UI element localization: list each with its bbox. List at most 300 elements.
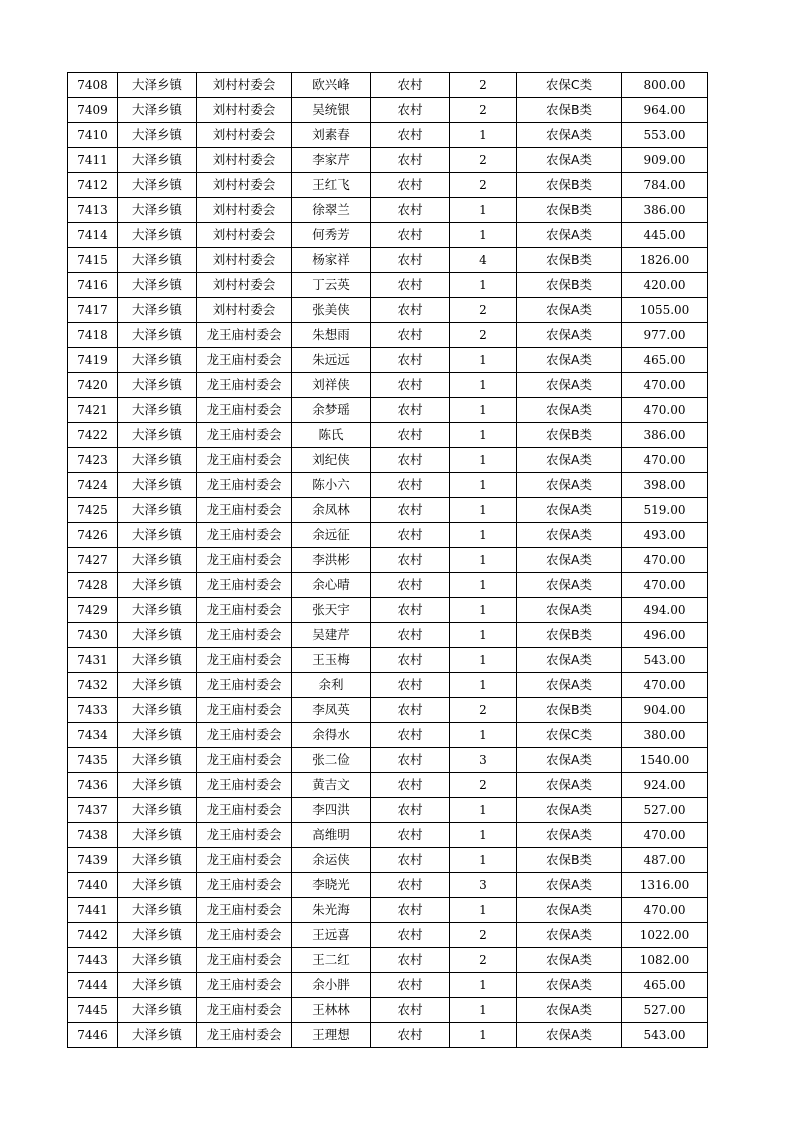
household-count-cell: 1 (450, 523, 517, 548)
area-type-cell: 农村 (371, 648, 450, 673)
table-body (68, 73, 708, 1048)
table-row (68, 648, 708, 673)
household-count-cell: 2 (450, 298, 517, 323)
insurance-category-cell: 农保C类 (517, 73, 622, 98)
amount-cell: 386.00 (622, 198, 708, 223)
township-cell: 大泽乡镇 (118, 198, 197, 223)
village-committee-cell: 龙王庙村委会 (197, 473, 292, 498)
record-number-cell: 7412 (68, 173, 118, 198)
record-number-cell: 7438 (68, 823, 118, 848)
area-type-cell: 农村 (371, 498, 450, 523)
amount-cell: 527.00 (622, 798, 708, 823)
insurance-category-cell: 农保B类 (517, 623, 622, 648)
person-name-cell: 张美侠 (292, 298, 371, 323)
table-row (68, 98, 708, 123)
village-committee-cell: 龙王庙村委会 (197, 523, 292, 548)
record-number-cell: 7430 (68, 623, 118, 648)
table-row (68, 498, 708, 523)
household-count-cell: 1 (450, 848, 517, 873)
amount-cell: 1540.00 (622, 748, 708, 773)
person-name-cell: 刘素春 (292, 123, 371, 148)
village-committee-cell: 刘村村委会 (197, 198, 292, 223)
area-type-cell: 农村 (371, 848, 450, 873)
household-count-cell: 2 (450, 173, 517, 198)
village-committee-cell: 刘村村委会 (197, 148, 292, 173)
amount-cell: 470.00 (622, 373, 708, 398)
insurance-category-cell: 农保A类 (517, 123, 622, 148)
household-count-cell: 2 (450, 148, 517, 173)
table-row (68, 673, 708, 698)
person-name-cell: 王理想 (292, 1023, 371, 1048)
area-type-cell: 农村 (371, 398, 450, 423)
person-name-cell: 王林林 (292, 998, 371, 1023)
village-committee-cell: 龙王庙村委会 (197, 798, 292, 823)
amount-cell: 398.00 (622, 473, 708, 498)
amount-cell: 784.00 (622, 173, 708, 198)
insurance-category-cell: 农保A类 (517, 573, 622, 598)
table-row (68, 998, 708, 1023)
person-name-cell: 余梦瑶 (292, 398, 371, 423)
table-row (68, 73, 708, 98)
person-name-cell: 吴建芹 (292, 623, 371, 648)
insurance-category-cell: 农保A类 (517, 473, 622, 498)
township-cell: 大泽乡镇 (118, 748, 197, 773)
amount-cell: 909.00 (622, 148, 708, 173)
amount-cell: 904.00 (622, 698, 708, 723)
household-count-cell: 1 (450, 348, 517, 373)
household-count-cell: 1 (450, 398, 517, 423)
table-row (68, 748, 708, 773)
amount-cell: 470.00 (622, 673, 708, 698)
record-number-cell: 7440 (68, 873, 118, 898)
insurance-category-cell: 农保B类 (517, 273, 622, 298)
insurance-category-cell: 农保A类 (517, 748, 622, 773)
person-name-cell: 朱远远 (292, 348, 371, 373)
township-cell: 大泽乡镇 (118, 998, 197, 1023)
household-count-cell: 1 (450, 473, 517, 498)
household-count-cell: 1 (450, 798, 517, 823)
record-number-cell: 7418 (68, 323, 118, 348)
person-name-cell: 刘祥侠 (292, 373, 371, 398)
table-row (68, 448, 708, 473)
area-type-cell: 农村 (371, 223, 450, 248)
amount-cell: 977.00 (622, 323, 708, 348)
area-type-cell: 农村 (371, 273, 450, 298)
township-cell: 大泽乡镇 (118, 248, 197, 273)
record-number-cell: 7413 (68, 198, 118, 223)
area-type-cell: 农村 (371, 698, 450, 723)
person-name-cell: 朱想雨 (292, 323, 371, 348)
area-type-cell: 农村 (371, 348, 450, 373)
insurance-category-cell: 农保B类 (517, 848, 622, 873)
insurance-category-cell: 农保A类 (517, 1023, 622, 1048)
township-cell: 大泽乡镇 (118, 548, 197, 573)
record-number-cell: 7427 (68, 548, 118, 573)
record-number-cell: 7443 (68, 948, 118, 973)
table-row (68, 898, 708, 923)
table-row (68, 148, 708, 173)
table-row (68, 548, 708, 573)
insurance-category-cell: 农保B类 (517, 248, 622, 273)
insurance-category-cell: 农保A类 (517, 998, 622, 1023)
township-cell: 大泽乡镇 (118, 473, 197, 498)
village-committee-cell: 龙王庙村委会 (197, 998, 292, 1023)
area-type-cell: 农村 (371, 98, 450, 123)
household-count-cell: 1 (450, 648, 517, 673)
insurance-category-cell: 农保A类 (517, 323, 622, 348)
insurance-category-cell: 农保A类 (517, 773, 622, 798)
area-type-cell: 农村 (371, 823, 450, 848)
record-number-cell: 7410 (68, 123, 118, 148)
amount-cell: 487.00 (622, 848, 708, 873)
record-number-cell: 7439 (68, 848, 118, 873)
area-type-cell: 农村 (371, 598, 450, 623)
table-row (68, 573, 708, 598)
area-type-cell: 农村 (371, 323, 450, 348)
insurance-category-cell: 农保A类 (517, 348, 622, 373)
table-row (68, 798, 708, 823)
person-name-cell: 余凤林 (292, 498, 371, 523)
record-number-cell: 7445 (68, 998, 118, 1023)
insurance-category-cell: 农保A类 (517, 398, 622, 423)
village-committee-cell: 龙王庙村委会 (197, 548, 292, 573)
table-row (68, 198, 708, 223)
township-cell: 大泽乡镇 (118, 1023, 197, 1048)
household-count-cell: 1 (450, 373, 517, 398)
township-cell: 大泽乡镇 (118, 523, 197, 548)
person-name-cell: 余心晴 (292, 573, 371, 598)
village-committee-cell: 刘村村委会 (197, 223, 292, 248)
amount-cell: 465.00 (622, 348, 708, 373)
area-type-cell: 农村 (371, 523, 450, 548)
area-type-cell: 农村 (371, 573, 450, 598)
household-count-cell: 1 (450, 673, 517, 698)
insurance-category-cell: 农保B类 (517, 198, 622, 223)
household-count-cell: 3 (450, 748, 517, 773)
village-committee-cell: 龙王庙村委会 (197, 973, 292, 998)
area-type-cell: 农村 (371, 448, 450, 473)
person-name-cell: 王远喜 (292, 923, 371, 948)
area-type-cell: 农村 (371, 298, 450, 323)
person-name-cell: 丁云英 (292, 273, 371, 298)
household-count-cell: 1 (450, 448, 517, 473)
person-name-cell: 余运侠 (292, 848, 371, 873)
table-row (68, 823, 708, 848)
township-cell: 大泽乡镇 (118, 773, 197, 798)
table-row (68, 923, 708, 948)
township-cell: 大泽乡镇 (118, 298, 197, 323)
person-name-cell: 李家芹 (292, 148, 371, 173)
village-committee-cell: 龙王庙村委会 (197, 423, 292, 448)
household-count-cell: 4 (450, 248, 517, 273)
table-row (68, 973, 708, 998)
township-cell: 大泽乡镇 (118, 273, 197, 298)
table-row (68, 848, 708, 873)
record-number-cell: 7424 (68, 473, 118, 498)
village-committee-cell: 刘村村委会 (197, 248, 292, 273)
amount-cell: 386.00 (622, 423, 708, 448)
person-name-cell: 何秀芳 (292, 223, 371, 248)
table-row (68, 248, 708, 273)
village-committee-cell: 刘村村委会 (197, 73, 292, 98)
person-name-cell: 余远征 (292, 523, 371, 548)
township-cell: 大泽乡镇 (118, 323, 197, 348)
area-type-cell: 农村 (371, 673, 450, 698)
area-type-cell: 农村 (371, 123, 450, 148)
table-row (68, 523, 708, 548)
record-number-cell: 7432 (68, 673, 118, 698)
amount-cell: 1082.00 (622, 948, 708, 973)
record-number-cell: 7416 (68, 273, 118, 298)
village-committee-cell: 刘村村委会 (197, 273, 292, 298)
amount-cell: 543.00 (622, 1023, 708, 1048)
table-row (68, 323, 708, 348)
person-name-cell: 高维明 (292, 823, 371, 848)
township-cell: 大泽乡镇 (118, 723, 197, 748)
record-number-cell: 7420 (68, 373, 118, 398)
amount-cell: 1826.00 (622, 248, 708, 273)
record-number-cell: 7426 (68, 523, 118, 548)
household-count-cell: 2 (450, 948, 517, 973)
township-cell: 大泽乡镇 (118, 648, 197, 673)
township-cell: 大泽乡镇 (118, 923, 197, 948)
household-count-cell: 2 (450, 773, 517, 798)
table-row (68, 873, 708, 898)
township-cell: 大泽乡镇 (118, 423, 197, 448)
table-row (68, 223, 708, 248)
record-number-cell: 7414 (68, 223, 118, 248)
amount-cell: 527.00 (622, 998, 708, 1023)
household-count-cell: 1 (450, 723, 517, 748)
village-committee-cell: 龙王庙村委会 (197, 398, 292, 423)
person-name-cell: 杨家祥 (292, 248, 371, 273)
village-committee-cell: 龙王庙村委会 (197, 498, 292, 523)
household-count-cell: 2 (450, 73, 517, 98)
household-count-cell: 1 (450, 223, 517, 248)
township-cell: 大泽乡镇 (118, 823, 197, 848)
village-committee-cell: 龙王庙村委会 (197, 623, 292, 648)
person-name-cell: 陈氏 (292, 423, 371, 448)
record-number-cell: 7421 (68, 398, 118, 423)
insurance-category-cell: 农保A类 (517, 823, 622, 848)
record-number-cell: 7411 (68, 148, 118, 173)
amount-cell: 800.00 (622, 73, 708, 98)
person-name-cell: 王二红 (292, 948, 371, 973)
household-count-cell: 2 (450, 323, 517, 348)
person-name-cell: 张二俭 (292, 748, 371, 773)
township-cell: 大泽乡镇 (118, 373, 197, 398)
record-number-cell: 7446 (68, 1023, 118, 1048)
table-row (68, 948, 708, 973)
township-cell: 大泽乡镇 (118, 123, 197, 148)
person-name-cell: 余小胖 (292, 973, 371, 998)
insurance-category-cell: 农保B类 (517, 423, 622, 448)
record-number-cell: 7435 (68, 748, 118, 773)
township-cell: 大泽乡镇 (118, 98, 197, 123)
township-cell: 大泽乡镇 (118, 873, 197, 898)
village-committee-cell: 龙王庙村委会 (197, 448, 292, 473)
record-number-cell: 7425 (68, 498, 118, 523)
area-type-cell: 农村 (371, 748, 450, 773)
household-count-cell: 3 (450, 873, 517, 898)
record-number-cell: 7444 (68, 973, 118, 998)
amount-cell: 543.00 (622, 648, 708, 673)
insurance-category-cell: 农保A类 (517, 673, 622, 698)
village-committee-cell: 龙王庙村委会 (197, 573, 292, 598)
village-committee-cell: 龙王庙村委会 (197, 598, 292, 623)
record-number-cell: 7442 (68, 923, 118, 948)
village-committee-cell: 龙王庙村委会 (197, 873, 292, 898)
record-number-cell: 7429 (68, 598, 118, 623)
township-cell: 大泽乡镇 (118, 73, 197, 98)
village-committee-cell: 刘村村委会 (197, 123, 292, 148)
household-count-cell: 1 (450, 998, 517, 1023)
household-count-cell: 1 (450, 123, 517, 148)
village-committee-cell: 龙王庙村委会 (197, 323, 292, 348)
township-cell: 大泽乡镇 (118, 448, 197, 473)
village-committee-cell: 龙王庙村委会 (197, 723, 292, 748)
household-count-cell: 1 (450, 623, 517, 648)
person-name-cell: 刘纪侠 (292, 448, 371, 473)
insurance-category-cell: 农保A类 (517, 898, 622, 923)
household-count-cell: 2 (450, 923, 517, 948)
table-row (68, 298, 708, 323)
area-type-cell: 农村 (371, 198, 450, 223)
amount-cell: 1055.00 (622, 298, 708, 323)
amount-cell: 1022.00 (622, 923, 708, 948)
record-number-cell: 7437 (68, 798, 118, 823)
village-committee-cell: 龙王庙村委会 (197, 1023, 292, 1048)
township-cell: 大泽乡镇 (118, 673, 197, 698)
insurance-category-cell: 农保A类 (517, 548, 622, 573)
township-cell: 大泽乡镇 (118, 573, 197, 598)
person-name-cell: 陈小六 (292, 473, 371, 498)
insurance-category-cell: 农保B类 (517, 698, 622, 723)
insurance-category-cell: 农保A类 (517, 298, 622, 323)
person-name-cell: 黄吉文 (292, 773, 371, 798)
record-number-cell: 7433 (68, 698, 118, 723)
amount-cell: 380.00 (622, 723, 708, 748)
table-row (68, 698, 708, 723)
amount-cell: 470.00 (622, 398, 708, 423)
person-name-cell: 李洪彬 (292, 548, 371, 573)
village-committee-cell: 龙王庙村委会 (197, 348, 292, 373)
household-count-cell: 1 (450, 423, 517, 448)
amount-cell: 1316.00 (622, 873, 708, 898)
amount-cell: 493.00 (622, 523, 708, 548)
table-row (68, 723, 708, 748)
person-name-cell: 李晓光 (292, 873, 371, 898)
area-type-cell: 农村 (371, 423, 450, 448)
township-cell: 大泽乡镇 (118, 798, 197, 823)
amount-cell: 420.00 (622, 273, 708, 298)
amount-cell: 924.00 (622, 773, 708, 798)
insurance-category-cell: 农保A类 (517, 648, 622, 673)
table-row (68, 273, 708, 298)
village-committee-cell: 刘村村委会 (197, 98, 292, 123)
village-committee-cell: 龙王庙村委会 (197, 673, 292, 698)
village-committee-cell: 龙王庙村委会 (197, 748, 292, 773)
record-number-cell: 7417 (68, 298, 118, 323)
table-row (68, 173, 708, 198)
village-committee-cell: 龙王庙村委会 (197, 698, 292, 723)
township-cell: 大泽乡镇 (118, 173, 197, 198)
village-committee-cell: 龙王庙村委会 (197, 923, 292, 948)
amount-cell: 465.00 (622, 973, 708, 998)
area-type-cell: 农村 (371, 923, 450, 948)
household-count-cell: 1 (450, 898, 517, 923)
table-row (68, 1023, 708, 1048)
village-committee-cell: 龙王庙村委会 (197, 848, 292, 873)
area-type-cell: 农村 (371, 173, 450, 198)
household-count-cell: 1 (450, 573, 517, 598)
area-type-cell: 农村 (371, 73, 450, 98)
household-count-cell: 1 (450, 973, 517, 998)
area-type-cell: 农村 (371, 773, 450, 798)
person-name-cell: 朱光海 (292, 898, 371, 923)
area-type-cell: 农村 (371, 723, 450, 748)
person-name-cell: 王红飞 (292, 173, 371, 198)
township-cell: 大泽乡镇 (118, 973, 197, 998)
village-committee-cell: 龙王庙村委会 (197, 823, 292, 848)
township-cell: 大泽乡镇 (118, 898, 197, 923)
amount-cell: 494.00 (622, 598, 708, 623)
beneficiary-table (67, 72, 708, 1048)
area-type-cell: 农村 (371, 998, 450, 1023)
household-count-cell: 1 (450, 598, 517, 623)
table-row (68, 423, 708, 448)
village-committee-cell: 龙王庙村委会 (197, 948, 292, 973)
household-count-cell: 2 (450, 98, 517, 123)
township-cell: 大泽乡镇 (118, 498, 197, 523)
record-number-cell: 7436 (68, 773, 118, 798)
insurance-category-cell: 农保A类 (517, 223, 622, 248)
record-number-cell: 7409 (68, 98, 118, 123)
table-row (68, 473, 708, 498)
area-type-cell: 农村 (371, 623, 450, 648)
record-number-cell: 7423 (68, 448, 118, 473)
insurance-category-cell: 农保A类 (517, 448, 622, 473)
village-committee-cell: 龙王庙村委会 (197, 898, 292, 923)
area-type-cell: 农村 (371, 548, 450, 573)
area-type-cell: 农村 (371, 873, 450, 898)
township-cell: 大泽乡镇 (118, 348, 197, 373)
record-number-cell: 7441 (68, 898, 118, 923)
person-name-cell: 吴统银 (292, 98, 371, 123)
amount-cell: 445.00 (622, 223, 708, 248)
record-number-cell: 7428 (68, 573, 118, 598)
table-row (68, 773, 708, 798)
amount-cell: 553.00 (622, 123, 708, 148)
township-cell: 大泽乡镇 (118, 623, 197, 648)
township-cell: 大泽乡镇 (118, 398, 197, 423)
record-number-cell: 7422 (68, 423, 118, 448)
area-type-cell: 农村 (371, 948, 450, 973)
insurance-category-cell: 农保B类 (517, 173, 622, 198)
person-name-cell: 张天宇 (292, 598, 371, 623)
person-name-cell: 李四洪 (292, 798, 371, 823)
insurance-category-cell: 农保A类 (517, 148, 622, 173)
amount-cell: 470.00 (622, 823, 708, 848)
insurance-category-cell: 农保A类 (517, 798, 622, 823)
table-row (68, 373, 708, 398)
insurance-category-cell: 农保A类 (517, 973, 622, 998)
table-row (68, 398, 708, 423)
insurance-category-cell: 农保A类 (517, 873, 622, 898)
area-type-cell: 农村 (371, 1023, 450, 1048)
household-count-cell: 1 (450, 498, 517, 523)
village-committee-cell: 龙王庙村委会 (197, 373, 292, 398)
